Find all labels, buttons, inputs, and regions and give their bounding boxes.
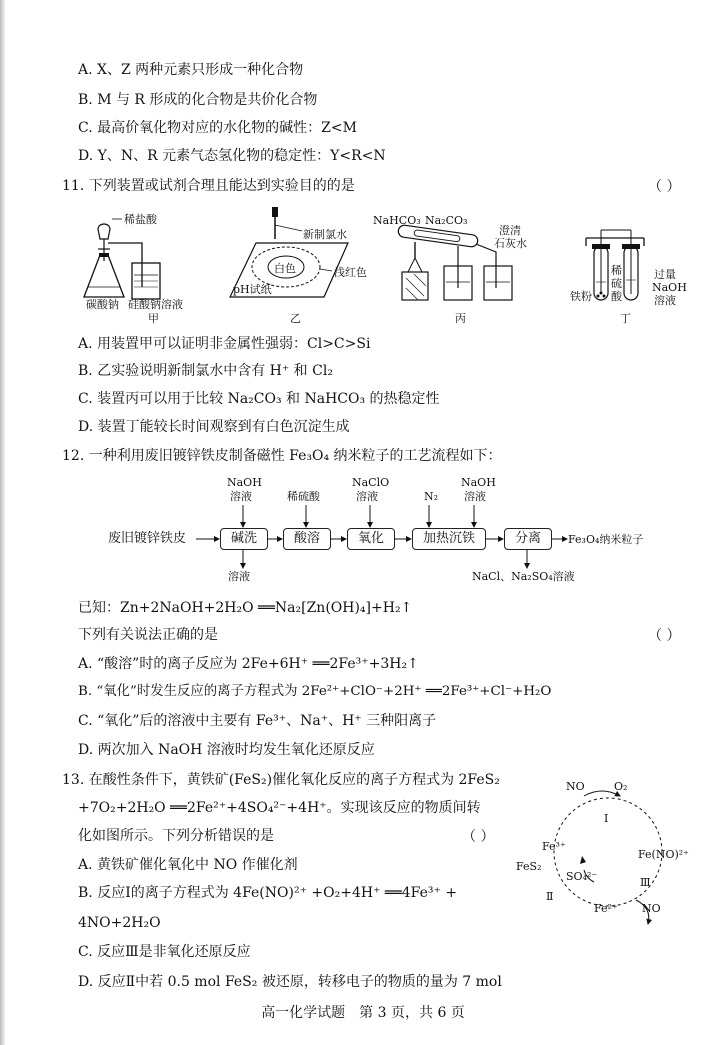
q12-option-c: C. “氧化”后的溶液中主要有 Fe³⁺、Na⁺、H⁺ 三种阳离子: [78, 713, 437, 729]
label-light-red: 浅红色: [334, 266, 367, 279]
q11-option-b: B. 乙实验说明新制氯水中含有 H⁺ 和 Cl₂: [78, 363, 333, 379]
cycle-o2: O₂: [614, 780, 628, 793]
q13-option-b-line1: B. 反应Ⅰ的离子方程式为 4Fe(NO)²⁺ +O₂+4H⁺ ══4Fe³⁺ +: [78, 885, 458, 901]
q13-option-a: A. 黄铁矿催化氧化中 NO 作催化剂: [78, 857, 298, 873]
flow-input-h2so4: 稀硫酸: [287, 490, 320, 503]
label-dilute-acid-1: 稀: [611, 264, 622, 277]
label-limewater-1: 澄清: [499, 224, 521, 237]
label-na2co3: Na₂CO₃: [425, 214, 468, 227]
cycle-no-top: NO: [566, 780, 585, 793]
flow-step-acid-dissolve: 酸溶: [283, 528, 331, 550]
q12-known: 已知：Zn+2NaOH+2H₂O ══Na₂[Zn(OH)₄]+H₂↑: [78, 600, 413, 616]
cycle-fe2: Fe²⁺: [594, 902, 618, 915]
q12-ask: 下列有关说法正确的是: [78, 627, 218, 643]
q13-option-c: C. 反应Ⅲ是非氧化还原反应: [78, 944, 251, 960]
label-yi: 乙: [290, 312, 301, 325]
label-naoh-1: 过量: [654, 268, 676, 281]
cycle-so4: SO₄²⁻: [566, 870, 598, 883]
q11-option-d: D. 装置丁能较长时间观察到有白色沉淀生成: [78, 419, 350, 435]
label-nahco3: NaHCO₃: [373, 214, 421, 227]
label-sodium-silicate: 硅酸钠溶液: [128, 298, 183, 311]
flow-output-solution: 溶液: [228, 570, 250, 583]
q12-answer-paren: （ ）: [648, 628, 681, 644]
flow-input-naoh-2b: 溶液: [464, 490, 486, 503]
label-limewater-2: 石灰水: [494, 237, 527, 250]
cycle-no-bottom: NO: [642, 902, 661, 915]
flow-start: 废旧镀锌铁皮: [108, 531, 187, 546]
page-footer: 高一化学试题 第 3 页，共 6 页: [261, 1005, 465, 1021]
label-chlorine-water: 新制氯水: [303, 228, 347, 241]
q12-option-a: A. “酸溶”时的离子反应为 2Fe+6H⁺ ══2Fe³⁺+3H₂↑: [78, 656, 419, 672]
q11-option-a: A. 用装置甲可以证明非金属性强弱：Cl>C>Si: [78, 336, 371, 352]
flow-input-naoh-1b: 溶液: [230, 490, 252, 503]
label-white: 白色: [274, 262, 296, 275]
label-naoh-2: NaOH: [652, 281, 687, 294]
q13-option-b-line2: 4NO+2H₂O: [78, 915, 161, 931]
label-dilute-hcl: 稀盐酸: [124, 213, 157, 226]
q11-stem: 11. 下列装置或试剂合理且能达到实验目的的是: [62, 178, 355, 194]
label-jia: 甲: [148, 312, 159, 325]
cycle-reaction-2: Ⅱ: [546, 890, 554, 903]
q10-option-b: B. M 与 R 形成的化合物是共价化合物: [78, 92, 318, 108]
q13-answer-paren: （ ）: [462, 829, 495, 845]
q11-option-c: C. 装置丙可以用于比较 Na₂CO₃ 和 NaHCO₃ 的热稳定性: [78, 391, 440, 407]
flow-step-heat-precipitate: 加热沉铁: [412, 528, 486, 550]
q12-stem: 12. 一种利用废旧镀锌铁皮制备磁性 Fe₃O₄ 纳米粒子的工艺流程如下：: [62, 448, 502, 464]
q10-option-d: D. Y、N、R 元素气态氢化物的稳定性：Y<R<N: [78, 148, 386, 164]
flow-input-naclo-a: NaClO: [352, 476, 390, 489]
label-naoh-3: 溶液: [654, 294, 676, 307]
q11-answer-paren: （ ）: [648, 179, 681, 195]
label-sodium-carbonate: 碳酸钠: [86, 298, 119, 311]
label-dilute-acid-2: 硫: [611, 277, 622, 290]
label-dilute-acid-3: 酸: [611, 290, 622, 303]
cycle-reaction-3: Ⅲ: [640, 876, 651, 889]
flow-input-naclo-b: 溶液: [356, 490, 378, 503]
q13-stem-line2: +7O₂+2H₂O ══2Fe²⁺+4SO₄²⁻+4H⁺。实现该反应的物质间转: [78, 800, 481, 816]
cycle-fe3: Fe³⁺: [542, 840, 566, 853]
label-ph-paper: pH试纸: [233, 283, 272, 296]
flow-step-oxidize: 氧化: [347, 528, 395, 550]
flow-input-n2: N₂: [424, 490, 439, 503]
q13-option-d: D. 反应Ⅱ中若 0.5 mol FeS₂ 被还原，转移电子的物质的量为 7 mol: [78, 974, 502, 990]
flow-step-separate: 分离: [504, 528, 552, 550]
q10-option-a: A. X、Z 两种元素只形成一种化合物: [78, 62, 304, 78]
q13-stem-line1: 13. 在酸性条件下，黄铁矿(FeS₂)催化氧化反应的离子方程式为 2FeS₂: [62, 772, 500, 788]
flow-step-alkali-wash: 碱洗: [220, 528, 268, 550]
flow-product: Fe₃O₄纳米粒子: [568, 533, 644, 546]
label-ding: 丁: [620, 312, 631, 325]
label-iron-powder: 铁粉: [570, 290, 592, 303]
q10-option-c: C. 最高价氧化物对应的水化物的碱性：Z<M: [78, 120, 357, 136]
q12-option-d: D. 两次加入 NaOH 溶液时均发生氧化还原反应: [78, 742, 375, 758]
flow-input-naoh-1a: NaOH: [227, 476, 262, 489]
flow-output-salts: NaCl、Na₂SO₄溶液: [472, 570, 575, 583]
q13-stem-line3: 化如图所示。下列分析错误的是: [78, 828, 274, 844]
cycle-reaction-1: Ⅰ: [604, 812, 609, 825]
cycle-fe-no: Fe(NO)²⁺: [638, 848, 689, 861]
flow-input-naoh-2a: NaOH: [461, 476, 496, 489]
q12-option-b: B. “氧化”时发生反应的离子方程式为 2Fe²⁺+ClO⁻+2H⁺ ══2Fe³⁺+Cl⁻+H₂O: [78, 684, 552, 699]
label-bing: 丙: [455, 312, 466, 325]
cycle-fes2: FeS₂: [516, 860, 542, 873]
